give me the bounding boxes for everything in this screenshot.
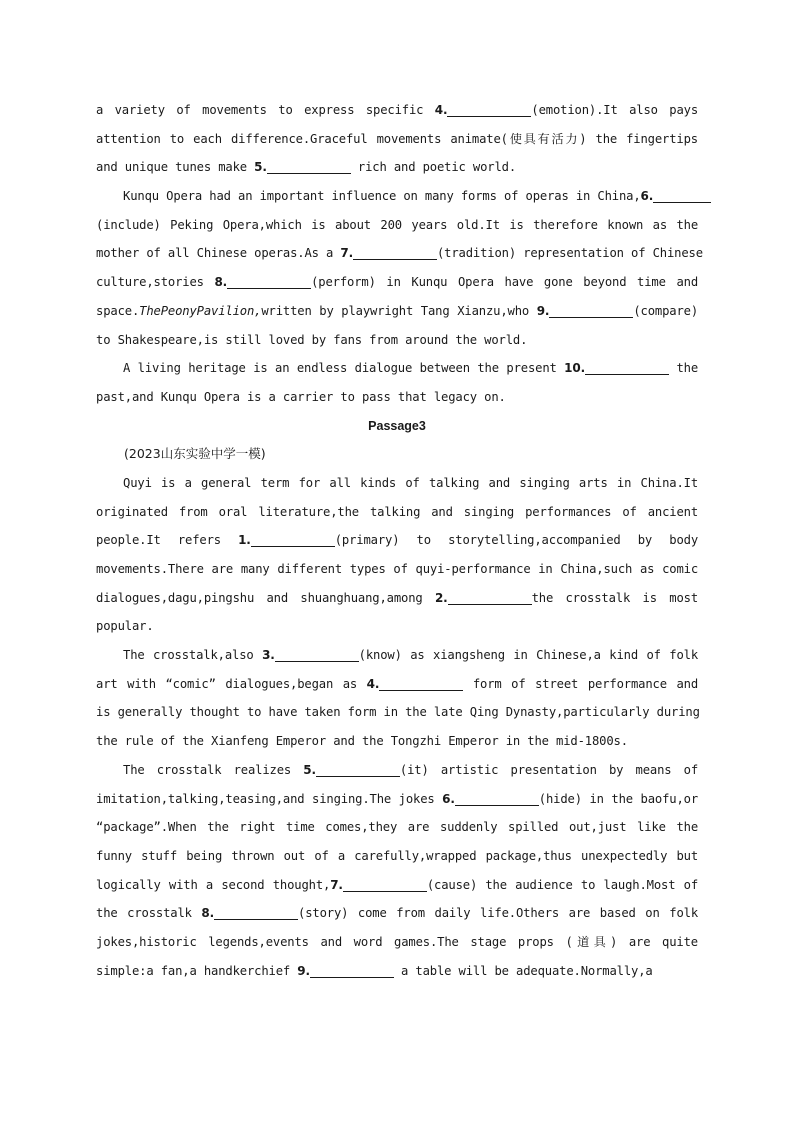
text-line — [96, 297, 698, 326]
document-page — [96, 96, 703, 985]
text-span: the — [668, 361, 699, 376]
text-line — [96, 153, 698, 182]
text-line: Quyi is a general term for all kinds of talking and singing arts in China.It — [123, 475, 698, 490]
text-span: (compare) — [633, 303, 698, 318]
question-number: 6. — [640, 189, 654, 204]
play-title: ThePeonyPavilion, — [139, 303, 262, 318]
question-number: 9. — [297, 963, 310, 978]
question-number: 7. — [340, 246, 353, 261]
text-span: (primary) to storytelling,accompanied by body — [334, 533, 698, 548]
text-line — [96, 96, 698, 125]
answer-blank[interactable] — [275, 646, 359, 662]
text-line: “package”.When the right time comes,they are suddenly spilled out,just like the — [96, 820, 698, 835]
text-span: mother of all Chinese operas.As a — [96, 246, 341, 261]
text-span: (emotion).It also pays — [531, 103, 699, 117]
text-span: simple:a fan,a handkerchief — [96, 963, 298, 978]
passage-heading: Passage3 — [368, 418, 426, 433]
text-line — [96, 239, 703, 268]
text-line — [96, 756, 698, 785]
answer-blank[interactable] — [316, 761, 400, 777]
question-number: 4. — [366, 676, 380, 691]
text-span: imitation,talking,teasing,and singing.The jokes — [96, 791, 443, 806]
question-number: 9. — [536, 303, 550, 318]
question-number: 8. — [201, 906, 214, 921]
text-line — [96, 871, 698, 900]
answer-blank[interactable] — [447, 101, 531, 117]
answer-blank[interactable] — [343, 876, 427, 892]
answer-blank[interactable] — [455, 790, 539, 806]
text-span: a variety of movements to express specific — [96, 103, 435, 117]
answer-blank[interactable] — [549, 302, 633, 318]
text-span: The crosstalk,also — [123, 648, 263, 663]
answer-blank[interactable] — [267, 158, 351, 174]
question-number: 4. — [434, 103, 448, 117]
text-line: originated from oral literature,the talking and singing performances of ancient — [96, 504, 698, 519]
answer-blank[interactable] — [227, 273, 311, 289]
question-number: 5. — [303, 762, 316, 777]
text-line — [96, 584, 698, 613]
text-span: (it) artistic presentation by means of — [399, 762, 699, 777]
text-line: to Shakespeare,is still loved by fans from around the world. — [96, 332, 528, 347]
text-line — [96, 526, 698, 555]
answer-blank[interactable] — [379, 675, 463, 691]
question-number: 2. — [434, 590, 448, 605]
text-span: form of street performance and — [463, 676, 699, 691]
question-number: 5. — [254, 160, 267, 175]
text-line: funny stuff being thrown out of a carefully,wrapped package,thus unexpectedly but — [96, 848, 698, 863]
text-line: is generally thought to have taken form in the late Qing Dynasty,particularly during — [96, 705, 700, 720]
text-line — [96, 641, 698, 670]
text-line: jokes,historic legends,events and word games.The stage props (道具) are quite — [96, 934, 698, 949]
text-span: (know) as xiangsheng in Chinese,a kind of folk — [358, 648, 699, 663]
answer-blank[interactable] — [251, 531, 335, 547]
text-span: rich and poetic world. — [350, 160, 517, 175]
question-number: 10. — [564, 361, 585, 376]
text-span: (hide) in the baofu,or — [538, 791, 699, 806]
text-span: a table will be adequate.Normally,a — [393, 963, 653, 978]
text-span: dialogues,dagu,pingshu and shuanghuang,among — [96, 590, 435, 605]
question-number: 7. — [330, 877, 343, 892]
answer-blank[interactable] — [448, 589, 532, 605]
text-span: (tradition) representation of Chinese — [436, 246, 703, 261]
text-line: attention to each difference.Graceful movements animate(使具有活力) the fingertips — [96, 131, 698, 146]
text-span: written by playwright Tang Xianzu,who — [261, 303, 537, 318]
text-span: the crosstalk — [96, 906, 202, 921]
answer-blank[interactable] — [310, 962, 394, 978]
answer-blank[interactable] — [585, 359, 669, 375]
text-span: Kunqu Opera had an important influence on many forms of operas in China, — [123, 189, 641, 204]
text-line: popular. — [96, 619, 154, 634]
text-line — [96, 354, 698, 383]
text-span: the crosstalk is most — [531, 590, 699, 605]
text-line — [96, 899, 698, 928]
text-line — [96, 182, 698, 211]
text-line — [96, 785, 698, 814]
question-number: 1. — [238, 533, 251, 548]
question-number: 8. — [214, 275, 228, 290]
text-line: movements.There are many different types of quyi-performance in China,such as comic — [96, 562, 698, 576]
question-number: 3. — [262, 648, 275, 663]
text-line: past,and Kunqu Opera is a carrier to pass that legacy on. — [96, 389, 506, 404]
text-span: logically with a second thought, — [96, 877, 331, 892]
text-span: culture,stories — [96, 275, 215, 290]
answer-blank[interactable] — [653, 187, 711, 203]
text-span: A living heritage is an endless dialogue between the present — [123, 361, 565, 376]
text-line — [96, 957, 698, 986]
text-span: (perform) in Kunqu Opera have gone beyond time and — [311, 275, 699, 290]
text-line: (include) Peking Opera,which is about 200 years old.It is therefore known as the — [96, 217, 698, 232]
text-span: (cause) the audience to laugh.Most of — [426, 877, 699, 892]
question-number: 6. — [442, 791, 455, 806]
text-span: art with “comic” dialogues,began as — [96, 676, 367, 691]
answer-blank[interactable] — [353, 244, 437, 260]
text-span: people.It refers — [96, 533, 239, 548]
text-line — [96, 670, 698, 699]
text-line: the rule of the Xianfeng Emperor and the Tongzhi Emperor in the mid-1800s. — [96, 734, 628, 749]
source-note: (2023山东实验中学一模) — [124, 446, 266, 462]
text-span: (story) come from daily life.Others are based on folk — [298, 906, 698, 921]
text-line — [96, 268, 698, 297]
text-span: The crosstalk realizes — [123, 762, 304, 777]
text-span: and unique tunes make — [96, 160, 255, 175]
answer-blank[interactable] — [214, 904, 298, 920]
text-span: space. — [96, 303, 140, 318]
